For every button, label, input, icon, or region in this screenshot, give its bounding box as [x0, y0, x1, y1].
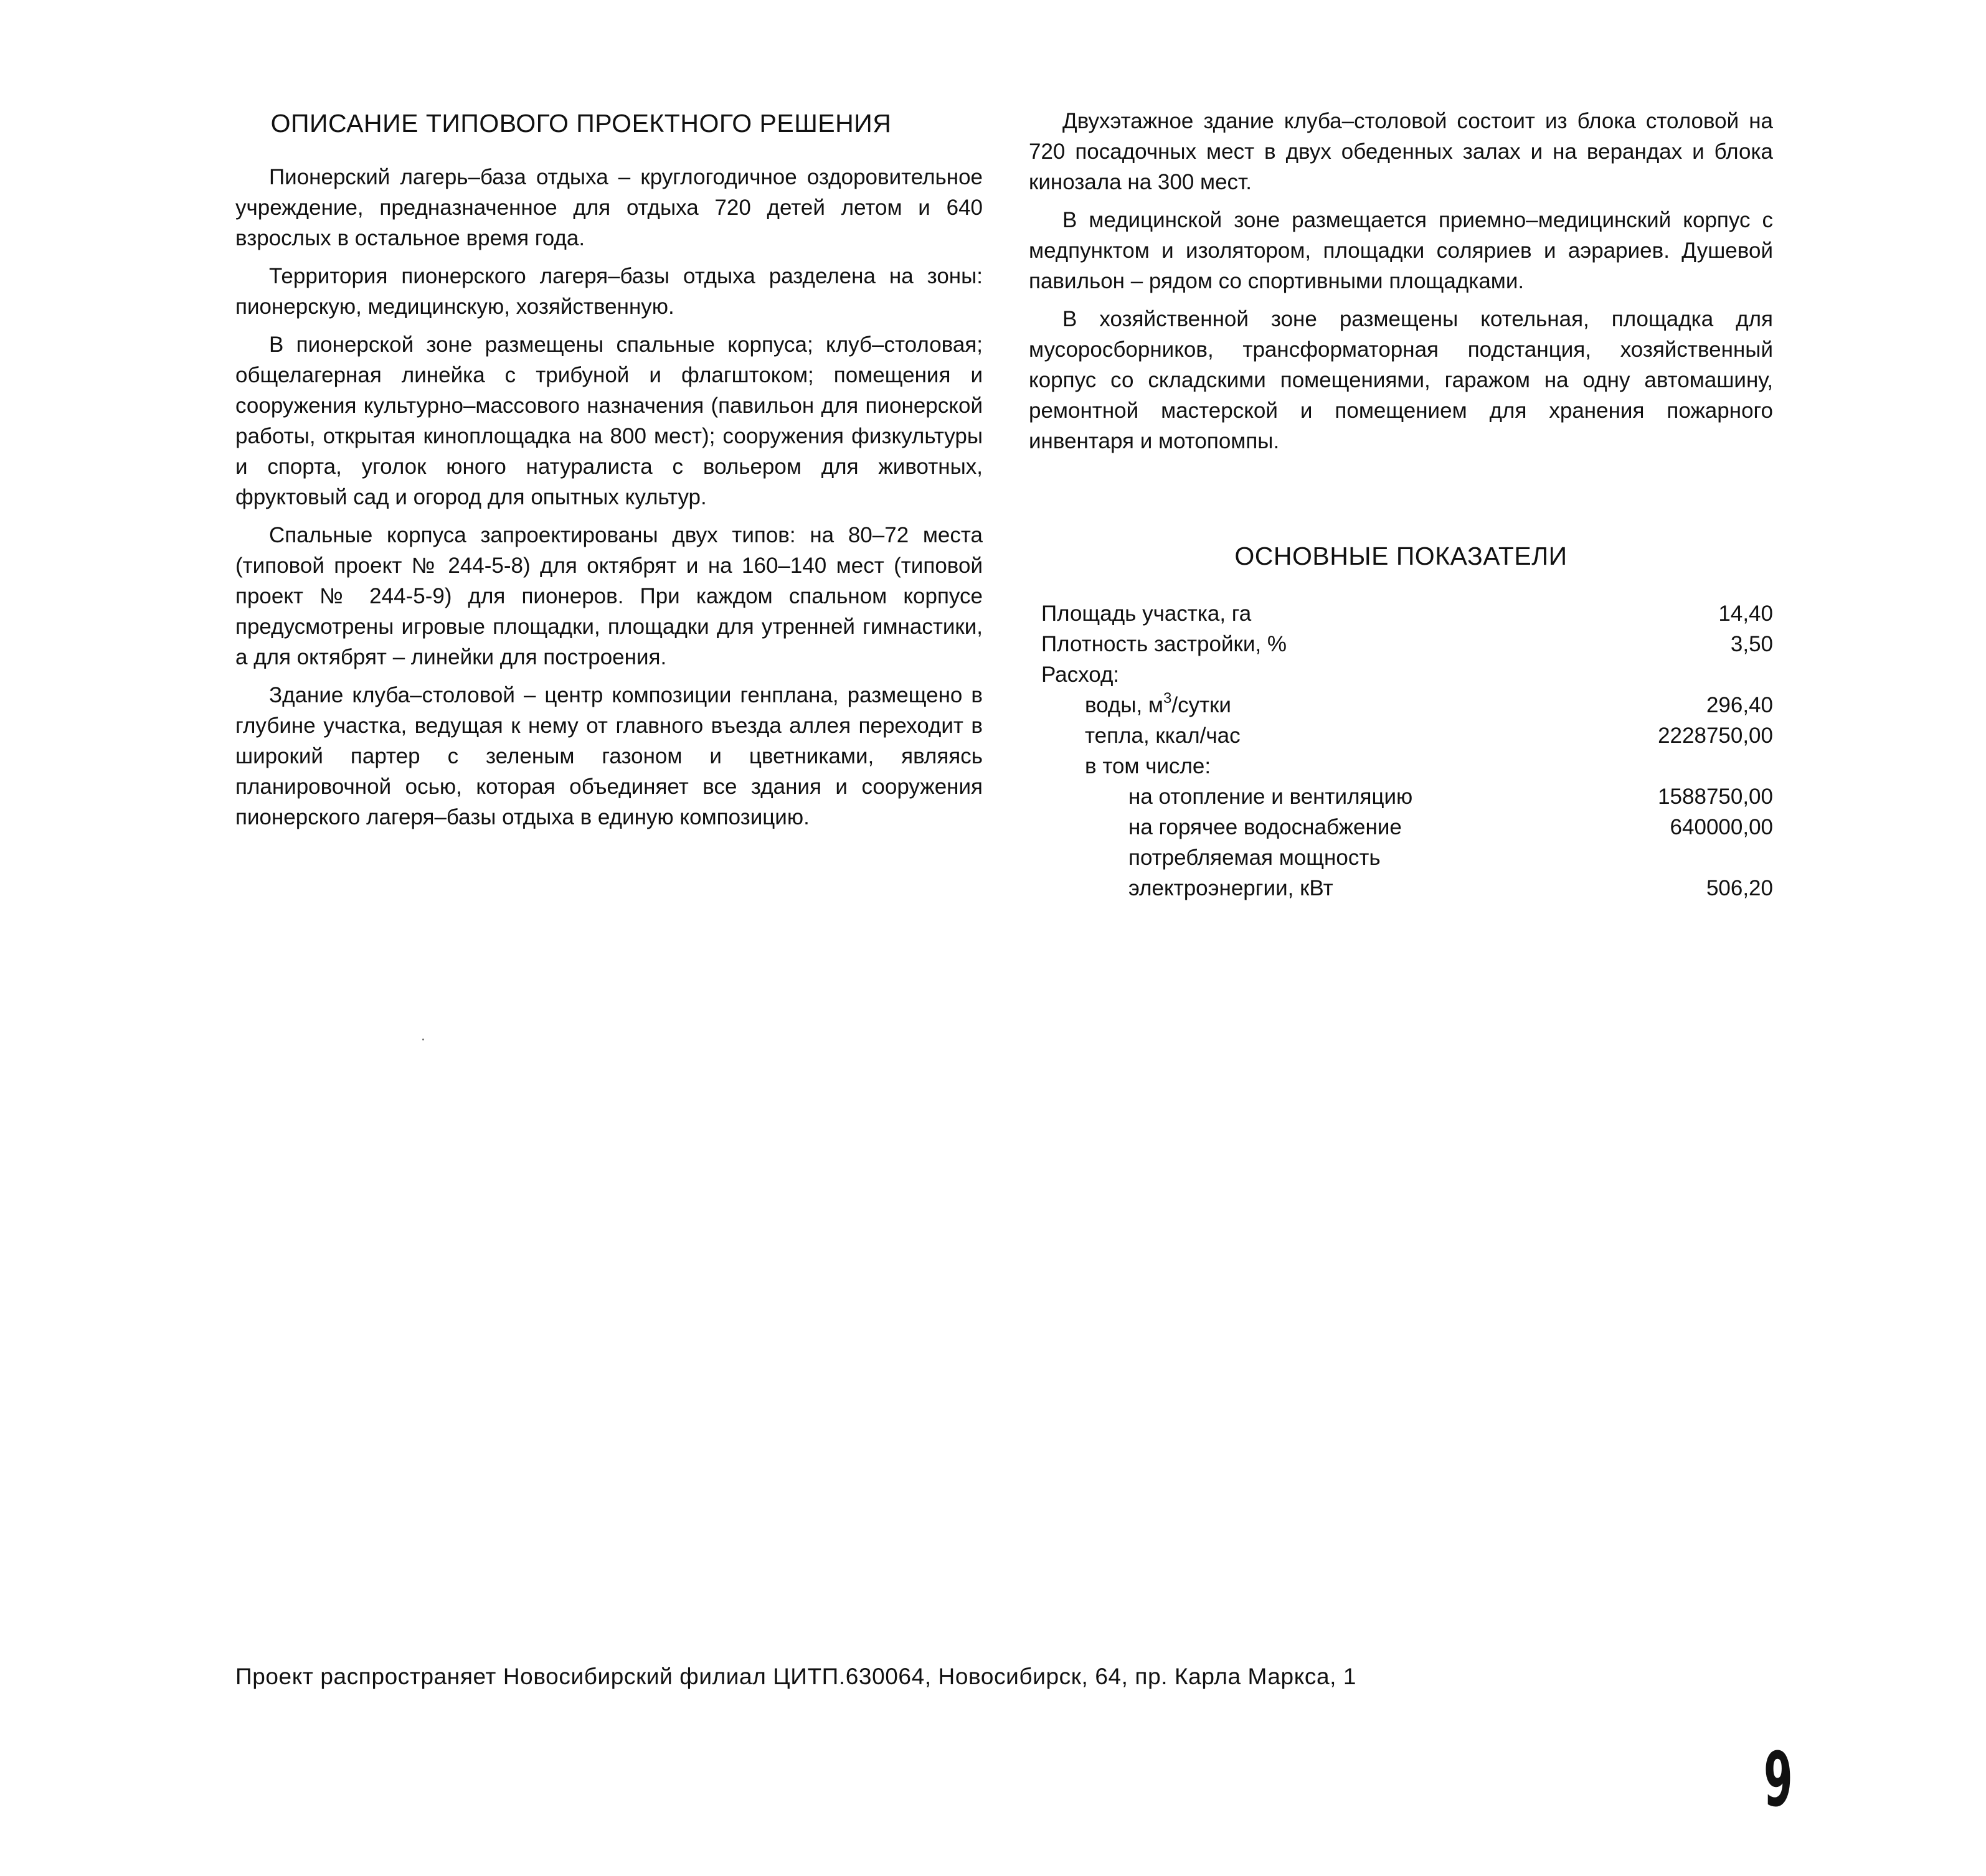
indicator-row-heat — [1041, 720, 1773, 751]
indicator-label: на горячее водоснабжение — [1128, 815, 1402, 839]
indicator-row-consumption — [1041, 659, 1773, 690]
section-title-description: ОПИСАНИЕ ТИПОВОГО ПРОЕКТНОГО РЕШЕНИЯ — [270, 109, 892, 138]
indicator-row-density — [1041, 629, 1773, 659]
left-column — [235, 106, 983, 840]
section-title-indicators: ОСНОВНЫЕ ПОКАЗАТЕЛИ — [1234, 542, 1568, 570]
indicator-row-area — [1041, 598, 1773, 629]
indicator-value: 296,40 — [1706, 693, 1773, 717]
indicator-label: Расход: — [1041, 662, 1120, 687]
indicators-table — [1029, 598, 1773, 903]
indicator-value: 506,20 — [1706, 876, 1773, 900]
indicator-row-hotwater — [1041, 812, 1773, 842]
indicator-value: 2228750,00 — [1658, 724, 1773, 748]
indicator-value: 640000,00 — [1670, 815, 1773, 839]
indicator-label: электроэнергии, кВт — [1128, 876, 1333, 900]
indicator-label: тепла, ккал/час — [1085, 724, 1241, 748]
indicator-value: 14,40 — [1718, 601, 1773, 626]
paragraph: Здание клуба–столовой – центр композиции генплана, размещено в глубине участка, ведущая к нему от главного въезда аллея переходит в широкий партер с зеленым газоном и цветниками, являясь планировочной осью, которая объединяет все здания и сооружения пионерского лагеря–базы отдыха в единую композицию. — [235, 683, 983, 829]
indicator-row-power — [1041, 873, 1773, 903]
paragraph: В медицинской зоне размещается приемно–медицинский корпус с медпунктом и изолятором, площадки соляриев и аэрариев. Душевой павильон – рядом со спортивными площадками. — [1029, 208, 1773, 293]
indicator-row-including — [1041, 751, 1773, 781]
indicator-value: 1588750,00 — [1658, 785, 1773, 809]
paragraph: Территория пионерского лагеря–базы отдыха разделена на зоны: пионерскую, медицинскую, хозяйственную. — [235, 264, 983, 319]
paragraph: В хозяйственной зоне размещены котельная, площадка для мусоросборников, трансформаторная подстанция, хозяйственный корпус со складскими помещениями, гаражом на одну автомашину, ремонтной мастерской и помещением для хранения пожарного инвентаря и мотопомпы. — [1029, 307, 1773, 453]
paragraph: В пионерской зоне размещены спальные корпуса; клуб–столовая; общелагерная линейка с трибуной и флагштоком; помещения и сооружения культурно–массового назначения (павильон для пионерской работы, открытая киноплощадка на 800 мест); сооружения физкультуры и спорта, уголок юного натуралиста с вольером для животных, фруктовый сад и огород для опытных культур. — [235, 332, 983, 509]
paragraph: Спальные корпуса запроектированы двух типов: на 80–72 места (типовой проект № 244-5-8) для октябрят и на 160–140 мест (типовой проект № 244-5-9) для пионеров. При каждом спальном корпусе предусмотрены игровые площадки, площадки для утренней гимнастики, а для октябрят – линейки для построения. — [235, 523, 983, 669]
indicator-label: на отопление и вентиляцию — [1128, 785, 1413, 809]
indicator-row-power-label — [1041, 842, 1773, 873]
indicator-row-water — [1041, 690, 1773, 720]
paragraph: Пионерский лагерь–база отдыха – круглогодичное оздоровительное учреждение, предназначенное для отдыха 720 детей летом и 640 взрослых в остальное время года. — [235, 165, 983, 250]
indicator-label: потребляемая мощность — [1128, 846, 1381, 870]
paragraph: Двухэтажное здание клуба–столовой состоит из блока столовой на 720 посадочных мест в двух обеденных залах и на верандах и блока кинозала на 300 мест. — [1029, 109, 1773, 194]
page-number: 9 — [1764, 1737, 1793, 1824]
indicator-label: Плотность застройки, % — [1041, 632, 1287, 656]
indicator-row-heating — [1041, 781, 1773, 812]
indicator-label: Площадь участка, га — [1041, 601, 1252, 626]
indicator-label: в том числе: — [1085, 754, 1211, 778]
print-speck — [422, 1039, 424, 1040]
right-column — [1029, 106, 1773, 903]
indicator-value: 3,50 — [1730, 632, 1773, 656]
indicator-label: воды, $м^3$/сутки — [1085, 690, 1231, 717]
publisher-footer: Проект распространяет Новосибирский филиал ЦИТП.630064, Новосибирск, 64, пр. Карла Маркса, 1 — [235, 1664, 1357, 1689]
